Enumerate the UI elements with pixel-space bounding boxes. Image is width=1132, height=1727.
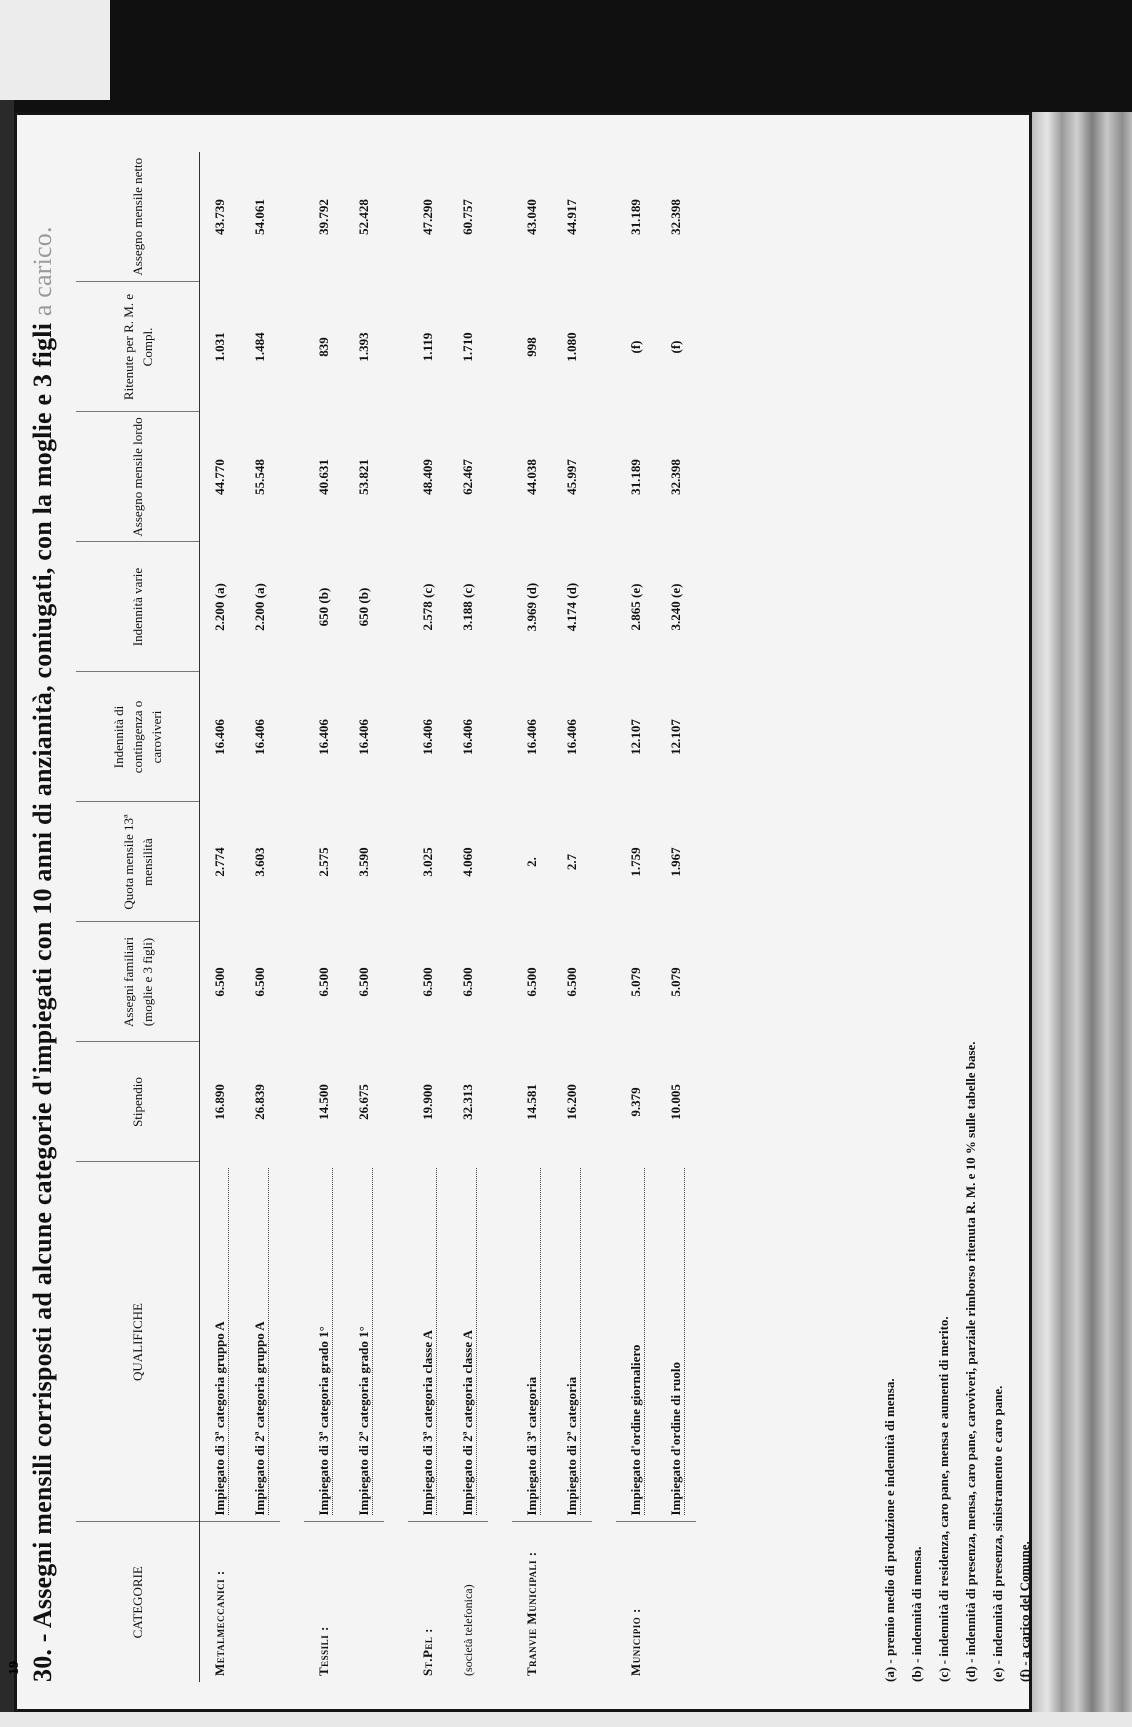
scan-corner: [0, 0, 110, 100]
assegni-cell: 6.500: [252, 967, 267, 997]
footnote: (c) - indennità di residenza, caro pane, mensa e aumenti di merito.: [936, 1316, 951, 1682]
header-indennita-contingenza: Indennità di contingenza o caroviveri: [76, 672, 200, 802]
qualifica-text: Impiegato d'ordine giornaliero: [628, 1168, 645, 1516]
category-cell: [552, 1522, 592, 1682]
table-row: [512, 152, 552, 1682]
table-row: [656, 152, 696, 1682]
contingenza-cell: 16.406: [460, 719, 475, 755]
qualifica-text: Impiegato di 3ª categoria grado 1°: [316, 1168, 333, 1516]
varie-cell: 2.200 (a): [252, 583, 267, 631]
assegni-cell: 6.500: [420, 967, 435, 997]
qualifica-cell: [448, 1162, 488, 1522]
stipendio-cell: 9.379: [628, 1087, 643, 1117]
footnotes: [876, 142, 1038, 1682]
ritenute-cell: 1.031: [212, 332, 227, 362]
table-row: [240, 152, 280, 1682]
stipendio-cell: 16.200: [564, 1084, 579, 1120]
netto-cell: 43.739: [212, 199, 227, 235]
stipendio-cell: 32.313: [460, 1084, 475, 1120]
spacer-cell: [384, 152, 408, 1682]
qualifica-text: Impiegato di 2ª categoria grado 1°: [356, 1168, 373, 1516]
category-cell: [200, 1522, 241, 1682]
contingenza-cell: 16.406: [252, 719, 267, 755]
qualifica-cell: [344, 1162, 384, 1522]
header-ritenute: Ritenute per R. M. e Compl.: [76, 282, 200, 412]
qualifica-text: Impiegato di 2ª categoria classe A: [460, 1168, 477, 1516]
assegni-cell: 6.500: [564, 967, 579, 997]
header-row: [76, 152, 200, 1682]
qualifica-cell: [512, 1162, 552, 1522]
varie-cell: 650 (b): [316, 587, 331, 627]
spacer-cell: [488, 152, 512, 1682]
header-stipendio: Stipendio: [76, 1042, 200, 1162]
netto-cell: 52.428: [356, 199, 371, 235]
ritenute-cell: 998: [524, 337, 539, 357]
ritenute-cell: 1.710: [460, 332, 475, 362]
netto-cell: 54.061: [252, 199, 267, 235]
lordo-cell: 48.409: [420, 459, 435, 495]
ritenute-cell: 839: [316, 337, 331, 357]
group-spacer: [384, 152, 408, 1682]
qualifica-text: Impiegato di 3ª categoria classe A: [420, 1168, 437, 1516]
category-cell: [512, 1522, 552, 1682]
category-cell: [408, 1522, 448, 1682]
book-binding: [1032, 112, 1132, 1712]
qualifica-cell: [616, 1162, 656, 1522]
quota-cell: 4.060: [460, 847, 475, 877]
header-assegni-familiari: Assegni familiari (moglie e 3 figli): [76, 922, 200, 1042]
netto-cell: 31.189: [628, 199, 643, 235]
header-quota-mensile: Quota mensile 13ª mensilità: [76, 802, 200, 922]
contingenza-cell: 16.406: [316, 719, 331, 755]
ritenute-cell: 1.484: [252, 332, 267, 362]
assegni-cell: 6.500: [316, 967, 331, 997]
table-row: [344, 152, 384, 1682]
quota-cell: 1.967: [668, 847, 683, 877]
qualifica-cell: [552, 1162, 592, 1522]
category-name: St.Pel :: [420, 1627, 435, 1676]
table-number: 30.: [28, 1648, 57, 1682]
netto-cell: 39.792: [316, 199, 331, 235]
assegni-cell: 6.500: [524, 967, 539, 997]
qualifica-text: Impiegato di 2ª categoria: [564, 1168, 581, 1516]
table-row: [448, 152, 488, 1682]
qualifica-cell: [408, 1162, 448, 1522]
page-number: 19: [7, 1661, 22, 1675]
qualifica-cell: [240, 1162, 280, 1522]
table-row: [616, 152, 656, 1682]
table-body: [200, 152, 697, 1682]
qualifica-text: Impiegato di 3ª categoria: [524, 1168, 541, 1516]
group-spacer: [592, 152, 616, 1682]
netto-cell: 47.290: [420, 199, 435, 235]
ritenute-cell: 1.393: [356, 332, 371, 362]
category-name: Tranvie Municipali :: [524, 1551, 539, 1676]
varie-cell: 2.865 (e): [628, 583, 643, 631]
quota-cell: 3.603: [252, 847, 267, 877]
assegni-cell: 6.500: [460, 967, 475, 997]
netto-cell: 60.757: [460, 199, 475, 235]
qualifica-cell: [304, 1162, 344, 1522]
contingenza-cell: 16.406: [356, 719, 371, 755]
table-title: [28, 122, 58, 1682]
varie-cell: 2.200 (a): [212, 583, 227, 631]
assegni-cell: 5.079: [628, 967, 643, 997]
lordo-cell: 31.189: [628, 459, 643, 495]
category-cell: [616, 1522, 656, 1682]
table-row: [408, 152, 448, 1682]
category-cell: [240, 1522, 280, 1682]
contingenza-cell: 12.107: [668, 719, 683, 755]
category-cell: [448, 1522, 488, 1682]
lordo-cell: 62.467: [460, 459, 475, 495]
category-name: Metalmeccanici :: [212, 1570, 227, 1676]
header-categorie: CATEGORIE: [76, 1522, 200, 1682]
stipendio-cell: 16.890: [212, 1084, 227, 1120]
group-spacer: [488, 152, 512, 1682]
varie-cell: 650 (b): [356, 587, 371, 627]
footnote: (b) - indennità di mensa.: [909, 1546, 924, 1682]
table-title-main: - Assegni mensili corrisposti ad alcune categorie d'impiegati con 10 anni di anzianità, coniugati, con la moglie e 3 figli: [28, 322, 57, 1643]
quota-cell: 1.759: [628, 847, 643, 877]
qualifica-text: Impiegato di 2ª categoria gruppo A: [252, 1168, 269, 1516]
allowance-table: [76, 152, 696, 1682]
footnote: (d) - indennità di presenza, mensa, caro pane, caroviveri, parziale rimborso ritenuta R. M. e 10 % sulle tabelle base.: [963, 1041, 978, 1682]
stipendio-cell: 19.900: [420, 1084, 435, 1120]
varie-cell: 3.240 (e): [668, 583, 683, 631]
lordo-cell: 32.398: [668, 459, 683, 495]
assegni-cell: 6.500: [212, 967, 227, 997]
scan-bottom-edge: [0, 1712, 1132, 1727]
quota-cell: 3.590: [356, 847, 371, 877]
spacer-cell: [592, 152, 616, 1682]
rotated-page-content: [14, 112, 1032, 1712]
ritenute-cell: 1.080: [564, 332, 579, 362]
category-cell: [656, 1522, 696, 1682]
spacer-cell: [280, 152, 304, 1682]
qualifica-text: Impiegato di 3ª categoria gruppo A: [212, 1168, 229, 1516]
lordo-cell: 44.770: [212, 459, 227, 495]
qualifica-cell: [200, 1162, 241, 1522]
quota-cell: 2.774: [212, 847, 227, 877]
stipendio-cell: 14.500: [316, 1084, 331, 1120]
lordo-cell: 55.548: [252, 459, 267, 495]
category-name: Municipio :: [628, 1608, 643, 1676]
varie-cell: 4.174 (d): [564, 582, 579, 632]
header-indennita-varie: Indennità varie: [76, 542, 200, 672]
contingenza-cell: 16.406: [524, 719, 539, 755]
category-name: Tessili :: [316, 1626, 331, 1676]
table-row: [552, 152, 592, 1682]
netto-cell: 43.040: [524, 199, 539, 235]
contingenza-cell: 16.406: [564, 719, 579, 755]
varie-cell: 3.969 (d): [524, 582, 539, 632]
header-assegno-lordo: Assegno mensile lordo: [76, 412, 200, 542]
footnote: (e) - indennità di presenza, sinistramento e caro pane.: [990, 1385, 1005, 1682]
assegni-cell: 6.500: [356, 967, 371, 997]
contingenza-cell: 16.406: [420, 719, 435, 755]
lordo-cell: 40.631: [316, 459, 331, 495]
footnote: (a) - premio medio di produzione e indennità di mensa.: [882, 1378, 897, 1682]
netto-cell: 44.917: [564, 199, 579, 235]
quota-cell: 2.: [524, 857, 539, 867]
lordo-cell: 44.038: [524, 459, 539, 495]
varie-cell: 2.578 (c): [420, 583, 435, 631]
qualifica-cell: [656, 1162, 696, 1522]
varie-cell: 3.188 (c): [460, 583, 475, 631]
table-row: [304, 152, 344, 1682]
table-row: [200, 152, 241, 1682]
assegni-cell: 5.079: [668, 967, 683, 997]
ritenute-cell: 1.119: [420, 332, 435, 362]
quota-cell: 2.575: [316, 847, 331, 877]
ritenute-cell: (f): [668, 340, 683, 354]
lordo-cell: 53.821: [356, 459, 371, 495]
stipendio-cell: 26.675: [356, 1084, 371, 1120]
footnote: (f) - a carico del Comune.: [1017, 1541, 1032, 1682]
table-title-tail: a carico.: [28, 226, 57, 317]
header-assegno-netto: Assegno mensile netto: [76, 152, 200, 282]
ritenute-cell: (f): [628, 340, 643, 354]
category-cell: [304, 1522, 344, 1682]
scan-left-edge: [0, 100, 14, 1727]
stipendio-cell: 14.581: [524, 1084, 539, 1120]
quota-cell: 2.7: [564, 853, 579, 871]
stipendio-cell: 26.839: [252, 1084, 267, 1120]
netto-cell: 32.398: [668, 199, 683, 235]
header-qualifiche: QUALIFICHE: [76, 1162, 200, 1522]
category-cell: [344, 1522, 384, 1682]
lordo-cell: 45.997: [564, 459, 579, 495]
stipendio-cell: 10.005: [668, 1084, 683, 1120]
group-spacer: [280, 152, 304, 1682]
qualifica-text: Impiegato d'ordine di ruolo: [668, 1168, 685, 1516]
category-subtitle: (società telefonica): [461, 1584, 475, 1676]
scan-top-border: [0, 0, 1132, 112]
quota-cell: 3.025: [420, 847, 435, 877]
contingenza-cell: 12.107: [628, 719, 643, 755]
contingenza-cell: 16.406: [212, 719, 227, 755]
